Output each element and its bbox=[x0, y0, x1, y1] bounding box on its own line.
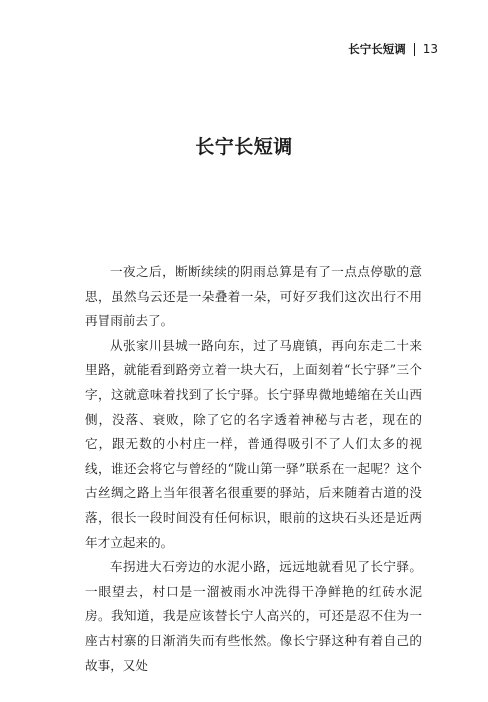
chapter-title: 长宁长短调 bbox=[195, 136, 293, 158]
running-head bbox=[348, 41, 438, 57]
paragraph: 从张家川县城一路向东，过了马鹿镇，再向东走二十来里路，就能看到路旁立着一块大石，上面刻着“长宁驿”三个字，这就意味着找到了长宁驿。长宁驿卑微地蜷缩在关山西侧，没落、衰败，除了它的名字透着神秘与古老，现在的它，跟无数的小村庄一样，普通得吸引不了人们太多的视线，谁还会将它与曾经的“陇山第一驿”联系在一起呢？这个古丝绸之路上当年很著名很重要的驿站，后来随着古道的没落，很长一段时间没有任何标识，眼前的这块石头还是近两年才立起来的。 bbox=[85, 337, 422, 550]
paragraph: 一夜之后，断断续续的阴雨总算是有了一点点停歇的意思，虽然乌云还是一朵叠着一朵，可好歹我们这次出行不用再冒雨前去了。 bbox=[85, 264, 422, 329]
page-number: 13 bbox=[422, 42, 438, 56]
paragraph: 车拐进大石旁边的水泥小路，远远地就看见了长宁驿。一眼望去，村口是一溜被雨水冲洗得干净鲜艳的红砖水泥房。我知道，我是应该替长宁人高兴的，可还是忍不住为一座古村寨的日渐消失而有些怅然。像长宁驿这种有着自己的故事，又处 bbox=[85, 559, 422, 673]
running-head-title: 长宁长短调 bbox=[348, 42, 406, 56]
body-text bbox=[85, 260, 422, 678]
running-head-divider bbox=[414, 43, 415, 56]
